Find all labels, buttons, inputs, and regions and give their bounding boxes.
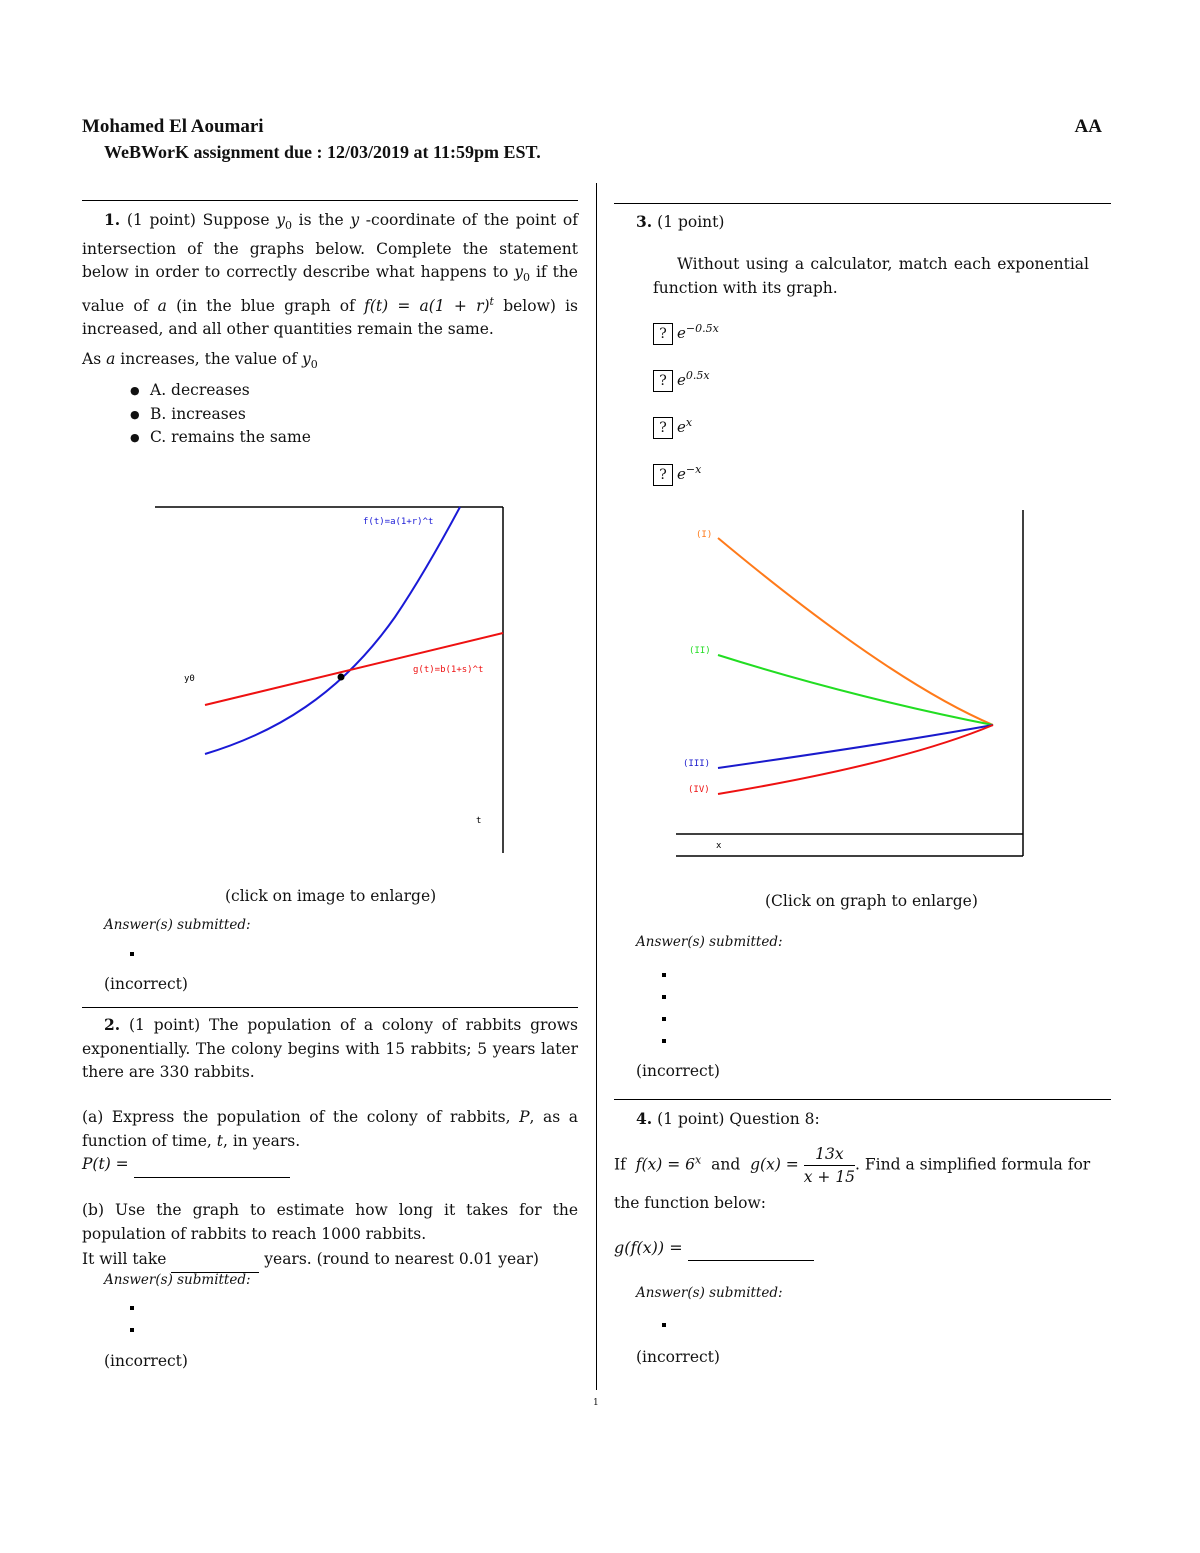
q3-curve-III bbox=[718, 725, 993, 768]
q1-status: (incorrect) bbox=[104, 975, 188, 993]
q3-x-label: x bbox=[716, 841, 722, 851]
q4-rule bbox=[614, 1099, 1111, 1100]
q1-number: 1. bbox=[104, 210, 121, 229]
q3-label-IV: (IV) bbox=[688, 785, 710, 795]
assignment-due: WeBWorK assignment due : 12/03/2019 at 11:59pm EST. bbox=[104, 142, 541, 162]
q1-t-label: t bbox=[476, 816, 482, 826]
q3-label-III: (III) bbox=[683, 759, 711, 769]
q3-label-II: (II) bbox=[689, 646, 711, 656]
q2-rule bbox=[82, 1007, 578, 1008]
q1-g-label: g(t)=b(1+s)^t bbox=[413, 665, 484, 675]
q2-status: (incorrect) bbox=[104, 1352, 188, 1370]
q4-heading: 4. (1 point) Question 8: bbox=[636, 1109, 820, 1128]
q3-heading: 3. (1 point) bbox=[636, 212, 725, 231]
q2-answer-years-input[interactable] bbox=[171, 1248, 259, 1273]
q3-select-3[interactable]: ? bbox=[653, 417, 673, 439]
q3-number: 3. bbox=[636, 212, 653, 231]
q1-submitted-label: Answer(s) submitted: bbox=[104, 917, 251, 933]
q1-rule bbox=[82, 200, 578, 201]
q3-item-3: ? $e^x$ bbox=[653, 416, 692, 439]
q3-select-2[interactable]: ? bbox=[653, 370, 673, 392]
q3-select-1[interactable]: ? bbox=[653, 323, 673, 345]
q1-graph[interactable] bbox=[155, 505, 507, 857]
q3-status: (incorrect) bbox=[636, 1062, 720, 1080]
q2-number: 2. bbox=[104, 1015, 121, 1034]
q4-fraction: $\frac{13x}{x + 15}$ bbox=[803, 1145, 856, 1186]
q4-submitted-label: Answer(s) submitted: bbox=[636, 1285, 783, 1301]
q1-option-b[interactable]: ● B. increases bbox=[130, 403, 311, 427]
q2-answer-pt-input[interactable] bbox=[134, 1153, 290, 1178]
q1-caption[interactable]: (click on image to enlarge) bbox=[225, 887, 437, 905]
q1-f-label: f(t)=a(1+r)^t bbox=[363, 517, 434, 527]
q2-part-a-answer: P(t) = bbox=[82, 1153, 290, 1178]
q3-item-2: ? $e^{0.5x}$ bbox=[653, 369, 710, 392]
column-divider bbox=[596, 183, 597, 1390]
q4-answer-input[interactable] bbox=[688, 1236, 814, 1261]
q1-option-a[interactable]: ● A. decreases bbox=[130, 379, 311, 403]
q3-curve-II bbox=[718, 655, 993, 725]
q3-select-4[interactable]: ? bbox=[653, 464, 673, 486]
q2-part-a: (a) Express the population of the colony of rabbits, P, as a function of time, t, in years. bbox=[82, 1108, 578, 1150]
q1-option-c[interactable]: ● C. remains the same bbox=[130, 426, 311, 450]
q3-submitted-label: Answer(s) submitted: bbox=[636, 934, 783, 950]
student-name: Mohamed El Aoumari bbox=[82, 116, 264, 137]
q1-curve-f bbox=[205, 507, 460, 754]
q3-item-4: ? $e^{-x}$ bbox=[653, 463, 701, 486]
q2-submitted-label: Answer(s) submitted: bbox=[104, 1272, 251, 1288]
q3-instruction: Without using a calculator, match each exponential function with its graph. bbox=[653, 255, 1089, 297]
q3-curve-I bbox=[718, 538, 993, 725]
q4-number: 4. bbox=[636, 1109, 653, 1128]
q3-curve-IV bbox=[718, 725, 993, 794]
q2-text: 2. (1 point) The population of a colony of rabbits grows exponentially. The colony begins with 15 rabbits; 5 years later there are 330 rabbits. bbox=[82, 1015, 578, 1081]
q4-composite: g(f(x)) = bbox=[614, 1236, 814, 1261]
q1-intersection-point bbox=[338, 674, 345, 681]
q2-part-b-answer: It will take years. (round to nearest 0.01 year) bbox=[82, 1248, 539, 1273]
q2-part-b: (b) Use the graph to estimate how long it takes for the population of rabbits to reach 1000 rabbits. bbox=[82, 1201, 578, 1243]
q1-y0-label: y0 bbox=[184, 674, 195, 684]
q3-item-1: ? $e^{-0.5x}$ bbox=[653, 322, 719, 345]
q3-rule bbox=[614, 203, 1111, 204]
page-number: 1 bbox=[593, 1398, 599, 1408]
q1-text: 1. (1 point) Suppose $y_0$ is the y -coordinate of the point of intersection of the graphs below. Complete the statement below in order to correctly describe what happens to $y_0$ if the value of a (in the blue graph of $f(t) = a(1 + r)^t$ below) is increased, and all other quantities remain the same. bbox=[82, 210, 579, 339]
q1-prompt: As a increases, the value of $y_0$ bbox=[82, 350, 318, 372]
student-initials: AA bbox=[1074, 116, 1102, 137]
q3-graph[interactable] bbox=[676, 508, 1026, 860]
q4-statement: If $f(x) = 6^x$ and g(x) = $\frac{13x}{x + 15}$ . Find a simplified formula for the function below: bbox=[614, 1145, 1091, 1212]
q4-status: (incorrect) bbox=[636, 1348, 720, 1366]
q1-options bbox=[130, 379, 311, 450]
q3-caption[interactable]: (Click on graph to enlarge) bbox=[765, 892, 978, 910]
q3-label-I: (I) bbox=[696, 530, 713, 540]
q1-formula: f(t) = a(1 + r) bbox=[364, 296, 490, 315]
